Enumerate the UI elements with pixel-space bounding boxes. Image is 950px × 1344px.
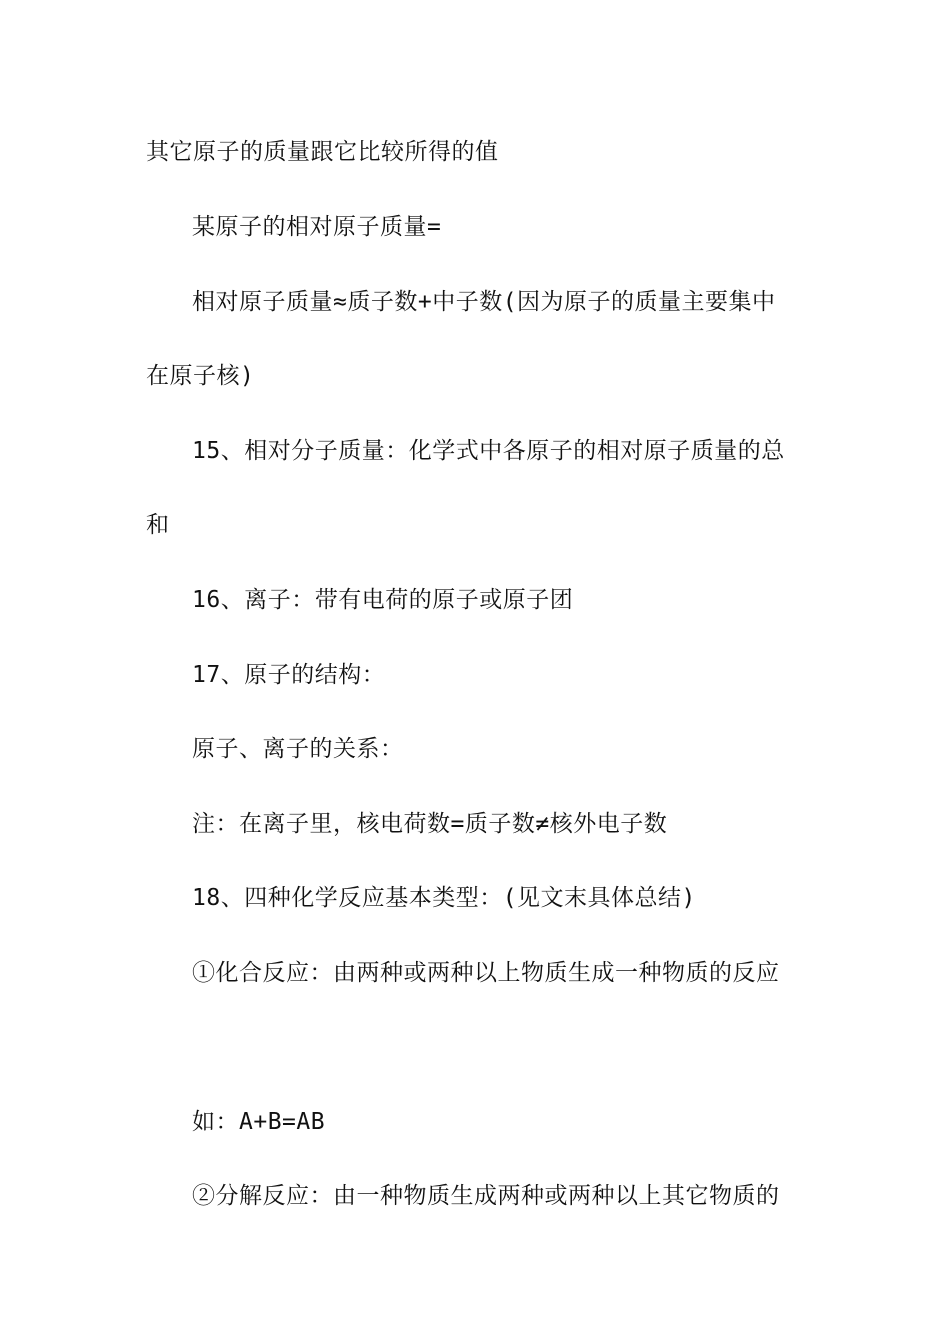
text-line: 其它原子的质量跟它比较所得的值 <box>146 139 499 165</box>
text-line: 相对原子质量≈质子数+中子数(因为原子的质量主要集中 <box>192 289 776 315</box>
text-line: 16、离子：带有电荷的原子或原子团 <box>192 587 574 613</box>
text-line: 18、四种化学反应基本类型：(见文末具体总结) <box>192 885 696 911</box>
text-line: 某原子的相对原子质量= <box>192 214 442 240</box>
text-line: ②分解反应：由一种物质生成两种或两种以上其它物质的 <box>192 1183 780 1209</box>
text-line: 15、相对分子质量：化学式中各原子的相对原子质量的总 <box>192 438 785 464</box>
text-line: 在原子核) <box>146 363 255 389</box>
text-line: 和 <box>146 512 170 538</box>
text-line: 注：在离子里，核电荷数=质子数≠核外电子数 <box>192 811 668 837</box>
text-line: ①化合反应：由两种或两种以上物质生成一种物质的反应 <box>192 960 780 986</box>
text-line: 原子、离子的关系： <box>192 736 404 762</box>
text-line: 如：A+B=AB <box>192 1109 326 1135</box>
text-line: 17、原子的结构： <box>192 662 386 688</box>
